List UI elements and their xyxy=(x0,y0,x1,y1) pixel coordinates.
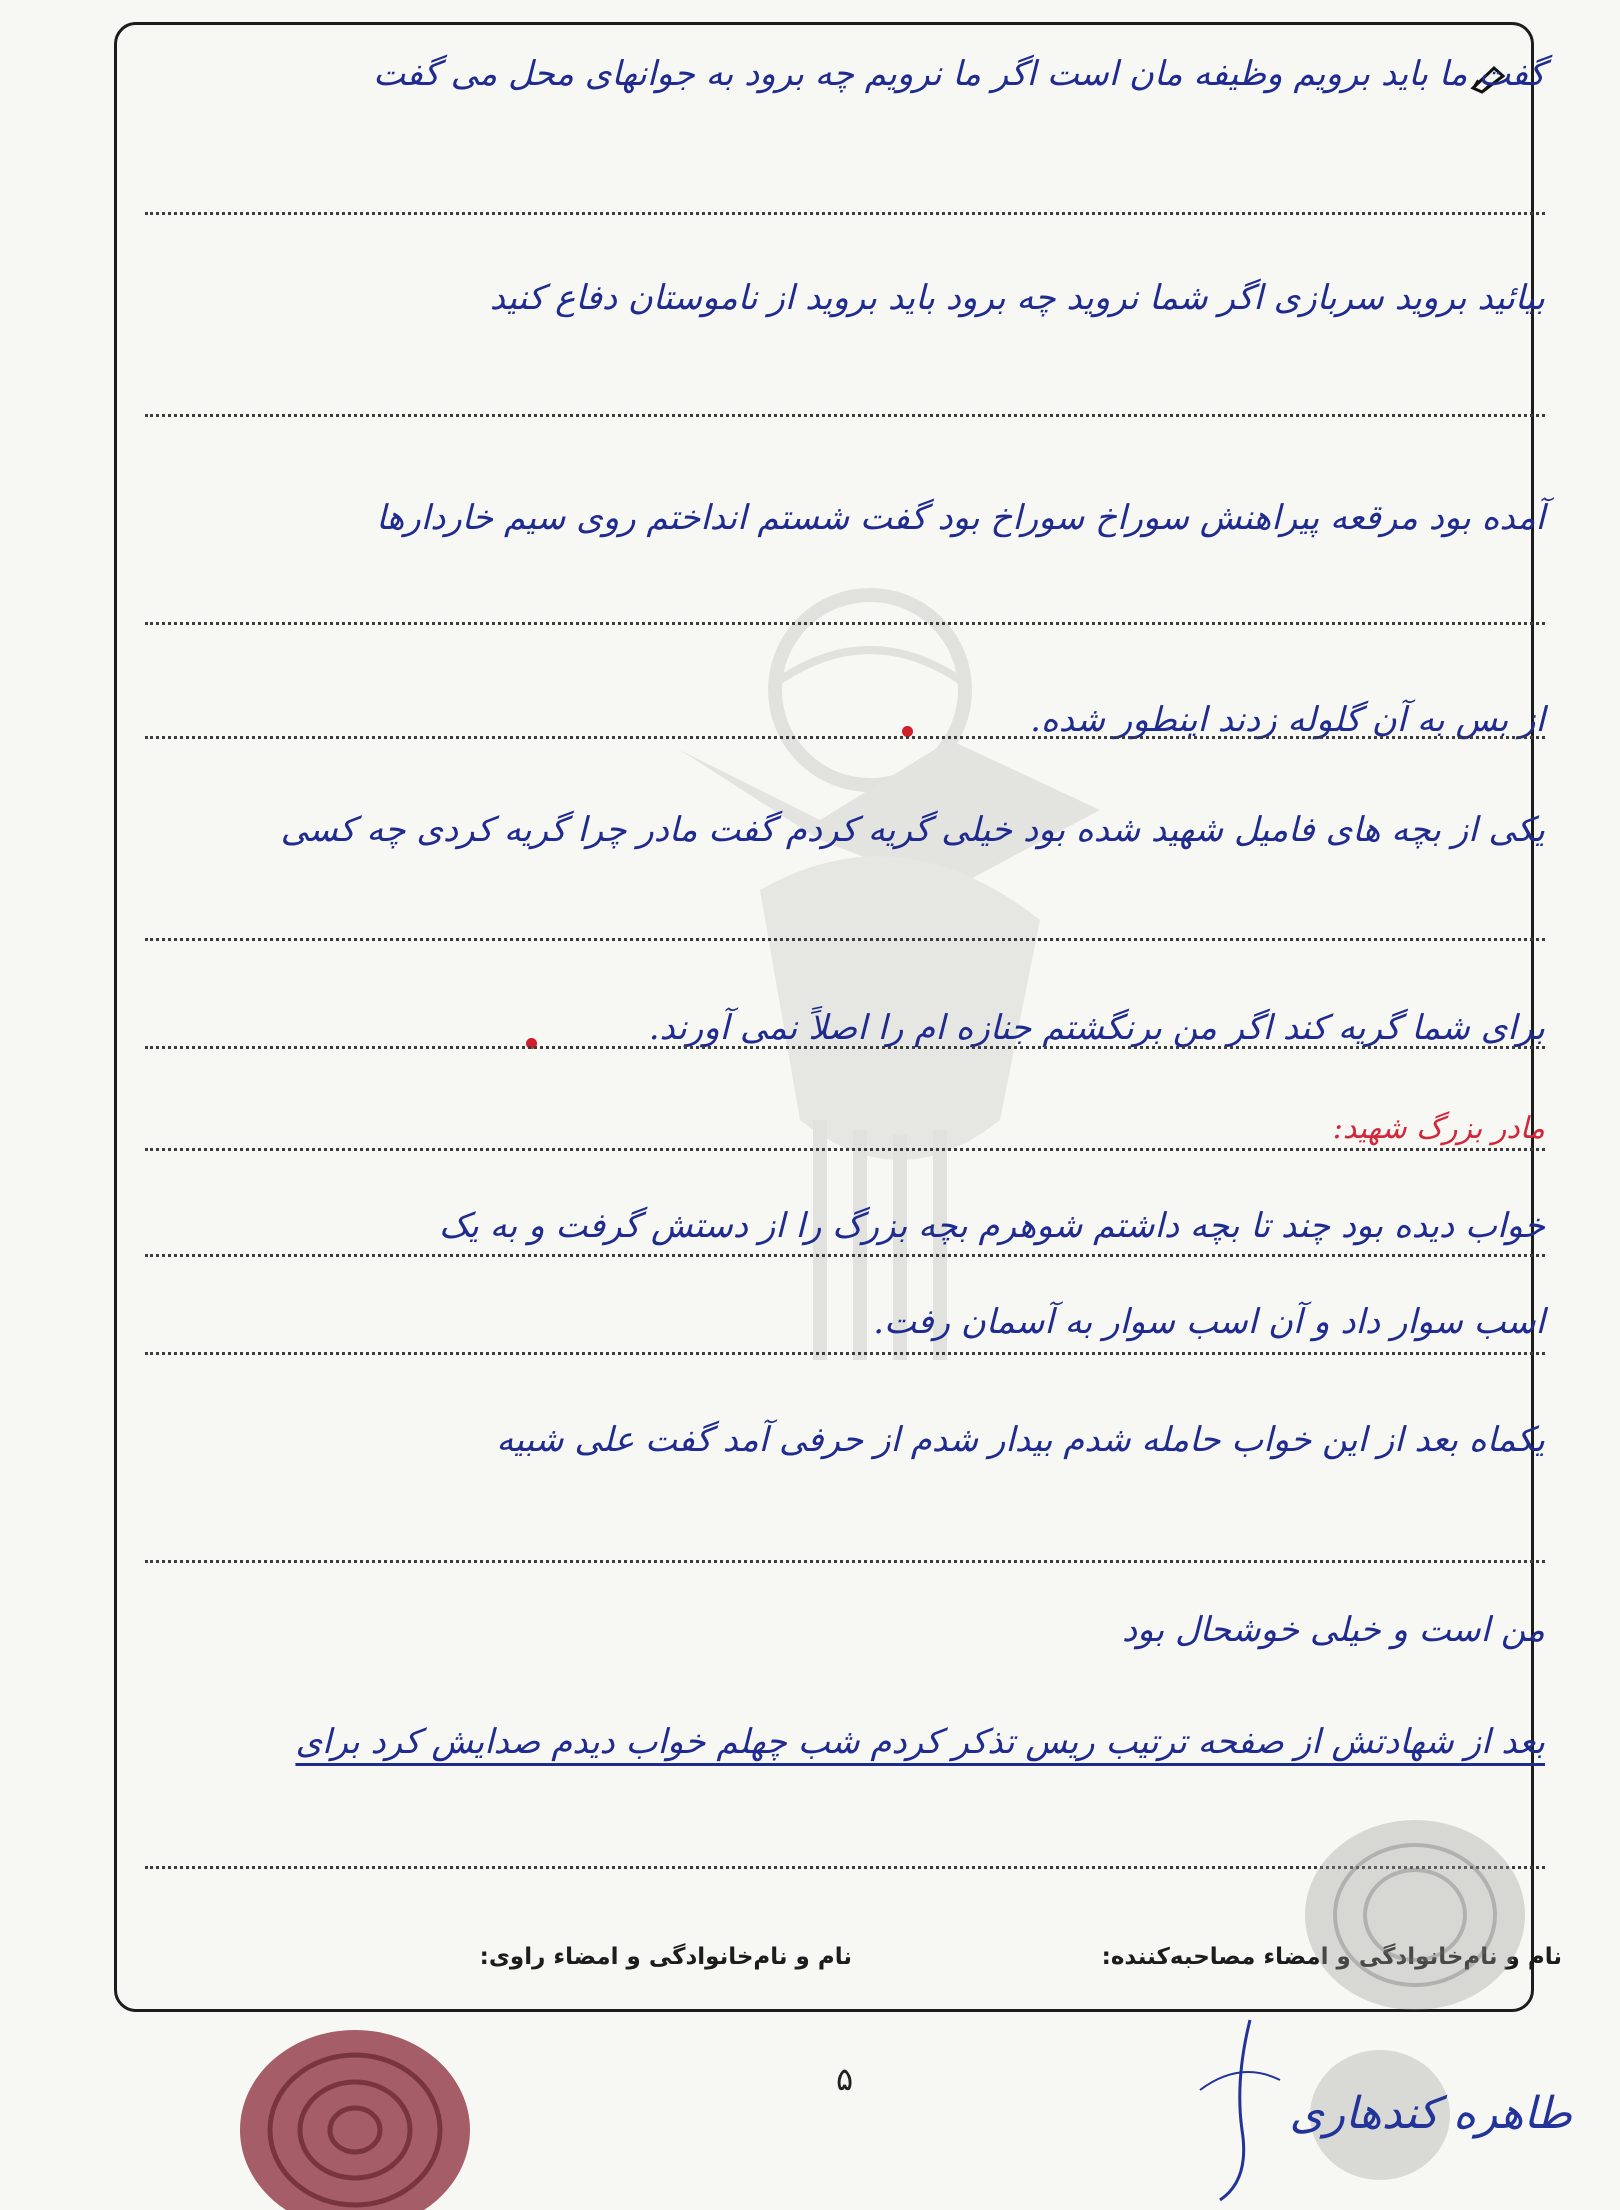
dotted-rule xyxy=(145,622,1545,625)
dotted-rule xyxy=(145,1560,1545,1563)
dotted-rule xyxy=(145,1046,1545,1049)
text-line-8 xyxy=(145,1196,1545,1256)
handwritten-text: اسب سوار داد و آن اسب سوار به آسمان رفت. xyxy=(873,1302,1545,1342)
text-line-1 xyxy=(145,44,1545,104)
handwritten-text: برای شما گریه کند اگر من برنگشتم جنازه ام را اصلاً نمی آورند. xyxy=(648,1008,1545,1048)
dotted-rule xyxy=(145,938,1545,941)
handwritten-text: یکماه بعد از این خواب حامله شدم بیدار شدم از حرفی آمد گفت علی شبیه xyxy=(496,1420,1545,1460)
handwritten-text: آمده بود مرقعه پیراهنش سوراخ سوراخ بود گفت شستم انداختم روی سیم خاردارها xyxy=(376,498,1545,538)
text-line-10 xyxy=(145,1410,1545,1470)
text-line-12 xyxy=(145,1712,1545,1772)
fingerprint-red xyxy=(230,2020,480,2210)
interviewer-signature-label: نام و نام‌خانوادگی و امضاء مصاحبه‌کننده: xyxy=(1101,1944,1562,1970)
signature-text: طاهره کندهاری xyxy=(1289,2088,1572,2139)
section-heading: مادر بزرگ شهید: xyxy=(1332,1111,1545,1146)
dotted-rule xyxy=(145,1148,1545,1151)
dotted-rule xyxy=(145,414,1545,417)
text-line-6 xyxy=(145,998,1545,1058)
dotted-rule xyxy=(145,212,1545,215)
handwritten-text: بیائید بروید سربازی اگر شما نروید چه برود باید بروید از ناموستان دفاع کنید xyxy=(489,278,1545,318)
text-line-5 xyxy=(145,800,1545,860)
dotted-rule xyxy=(145,1254,1545,1257)
fingerprint-gray xyxy=(1290,1810,1540,2020)
page-number: ۵ xyxy=(836,2060,854,2098)
signature xyxy=(1180,2010,1590,2210)
handwritten-text: من است و خیلی خوشحال بود xyxy=(1122,1610,1545,1650)
text-line-9 xyxy=(145,1292,1545,1352)
text-line-7 xyxy=(145,1096,1545,1156)
narrator-signature-label: نام و نام‌خانوادگی و امضاء راوی: xyxy=(479,1944,852,1970)
dotted-rule xyxy=(145,1352,1545,1355)
text-line-2 xyxy=(145,268,1545,328)
dotted-rule xyxy=(145,736,1545,739)
handwritten-text: از بس به آن گلوله زدند اینطور شده. xyxy=(1030,700,1545,740)
text-line-11 xyxy=(145,1600,1545,1660)
handwritten-text: خواب دیده بود چند تا بچه داشتم شوهرم بچه بزرگ را از دستش گرفت و به یک xyxy=(439,1206,1545,1246)
handwritten-text: گفت ما باید برویم وظیفه مان است اگر ما نرویم چه برود به جوانهای محل می گفت xyxy=(373,54,1545,94)
handwritten-text: بعد از شهادتش از صفحه ترتیب ریس تذکر کردم شب چهلم خواب دیدم صدایش کرد برای xyxy=(295,1722,1545,1762)
text-line-3 xyxy=(145,488,1545,548)
handwritten-text: یکی از بچه های فامیل شهید شده بود خیلی گریه کردم گفت مادر چرا گریه کردی چه کسی xyxy=(280,810,1545,850)
text-line-4 xyxy=(145,690,1545,750)
